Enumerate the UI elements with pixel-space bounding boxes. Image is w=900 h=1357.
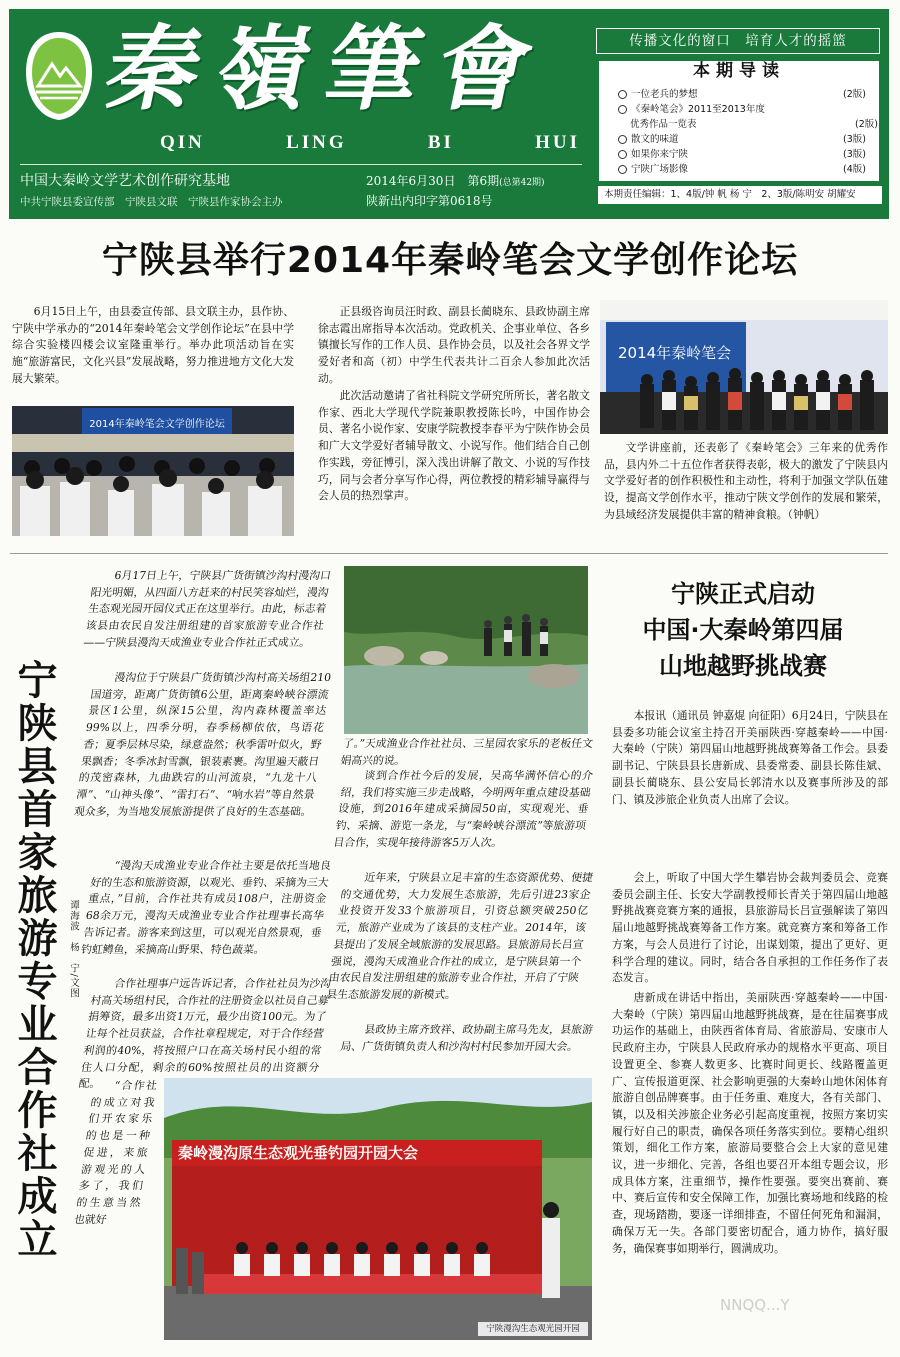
issue-date-text: 2014年6月30日 第6期 bbox=[366, 174, 500, 188]
article3-para3: 唐新成在讲话中指出，美丽陕西·穿越秦岭——中国·大秦岭（宁陕）第四届山地越野挑战赛，是在往届赛事成功运作的基础上，由陕西省体育局、省旅游局、安康市人民政府主办，宁陕县人民政府承办的规格水平更高、项目设置更全、参赛人数更多、比赛时间更长、线路覆盖更广、宣传报道更深、社会影响更强的大秦岭山地休闲体育旅游自创品牌赛事。由于任务重、难度大，各有关部门、镇，以及相关涉旅企业务必引起高度重视，按照方案切实履行好自己的职责，确保各项任务落实到位。要精心组织策划，细化工作方案，旅游局要整合会上大家的意见建议，进一步细化、完善，各组也要召开本组专题会议，形成具体方案，注重细节，操作性要强。要突出赛前、赛中、赛后宣传和安全保障工作，加强比赛场地和线路的检查，现场踏勘，要逐一详细排查，不留任何死角和漏洞，确保万无一失。各部门要密切配合，通力协作，搞好服务，确保赛事如期举行，圆满成功。 bbox=[612, 991, 888, 1255]
photo1-banner: 2014年秦岭笔会文学创作论坛 bbox=[89, 419, 225, 430]
bullet-icon bbox=[618, 90, 627, 99]
bullet-icon bbox=[618, 165, 627, 174]
article2-colC: “漫沟天成渔业专业合作社主要是依托当地良好的生态和旅游资源，以观光、垂钓、采摘为三大重点，”目前，合作社共有成员108户，注册资金68余万元，漫沟天成渔业专业合作社理事长高华告诉记者。游客来到这里，可以观光自然景观，垂钓虹鳟鱼，采摘高山野果、特色蔬菜。 bbox=[80, 859, 332, 956]
article2-colF: 了。”天成渔业合作社社员、三星园农家乐的老板任文娟高兴的说。 bbox=[339, 737, 594, 767]
article3-headline-line: 宁陕正式启动 bbox=[671, 580, 815, 608]
issue-total: (总第42期) bbox=[499, 178, 545, 188]
article2-colD: 合作社理事户远告诉记者，合作社社员为沙沟村高关场组村民，合作社的注册资金以社员自己募捐筹资，最多出资1万元，最少出资100元。为了让每个社员获益，合作社章程规定，对于合作经营利润的40%，将按照户口在高关场村民小组的常住人口分配，剩余的60%按照社员的出资额分配。 bbox=[77, 977, 332, 1091]
toc-item-label: 如果你来宁陕 bbox=[631, 149, 689, 160]
toc-item[interactable] bbox=[618, 88, 866, 102]
toc-item-page: (3版) bbox=[843, 149, 866, 160]
bullet-icon bbox=[618, 105, 627, 114]
article1-col3: 文学讲座前，还表彰了《秦岭笔会》三年来的优秀作品，县内外二十五位作者获得表彰，极大的激发了宁陕县内文学爱好者的创作积极性和主动性，将利于加强文学队伍建设，提高文学创作水平，推动宁陕文学创作的发展和繁荣，为县域经济发展提供丰富的精神食粮。（钟帆） bbox=[604, 441, 888, 521]
article2-photo-stream bbox=[344, 566, 588, 734]
ceremony-photo-caption: 宁陕漫沟生态观光园开园 bbox=[478, 1322, 588, 1336]
toc-item[interactable] bbox=[618, 133, 866, 147]
toc-item-label: 散文的味道 bbox=[631, 134, 679, 145]
article2-colB: 漫沟位于宁陕县广货街镇沙沟村高关场组210国道旁，距离广货街镇6公里，距离秦岭峡谷漂流景区1公里，纵深15公里，沟内森林覆盖率达99%以上，四季分明，春季杨柳依依，鸟语花香；夏季层林尽染，绿意盎然；秋季雷叶似火，野果飘香；冬季冰封雪飘，银装素裹。沟里遍天蔽日的茂密森林，九曲跌宕的山河流泉，“九龙十八潭”、“山神头像”、“雷打石”、“响水岩”等自然景观众多，为当地发展旅游提供了良好的生态基础。 bbox=[73, 671, 332, 818]
article3-headline bbox=[598, 576, 888, 688]
watermark: NNQQ...Y bbox=[720, 1296, 790, 1314]
toc-item-page: (2版) bbox=[855, 119, 878, 130]
toc-item-label: 优秀作品一览表 bbox=[630, 119, 697, 130]
toc-item-label: 宁陕广场影像 bbox=[631, 164, 689, 175]
pinyin-1: QIN bbox=[160, 132, 205, 153]
article1-col2a: 正县级咨询员汪时政、副县长蔺晓东、县政协副主席徐志霞出席指导本次活动。党政机关、企事业单位、各乡镇擅长写作的工作人员、县作协会员，以及社会各界文学爱好者和高（初）中学生代表共计二百余人参加此次活动。 bbox=[318, 305, 590, 385]
bullet-icon bbox=[618, 150, 627, 159]
pinyin-2: LING bbox=[286, 132, 347, 153]
toc-item-page: (4版) bbox=[843, 164, 866, 175]
article2-vertical-headline: 宁陕县首家旅游专业合作社成立 bbox=[11, 659, 57, 1261]
article2-colE: “合作社的成立对我们开农家乐的也是一种促进，来旅游观光的人多了，我们的生意当然也就好 bbox=[73, 1079, 158, 1226]
article3-para2: 会上，听取了中国大学生攀岩协会裁判委员会、竞赛委员会副主任、长安大学副教授师长青关于第四届山地越野挑战赛竞赛方案的通报，县旅游局长吕宣强解读了第四届山地越野挑战赛筹备工作方案。就竞赛方案和筹备工作方案，与会人员进行了讨论，出谋划策，提出了更好、更科学合理的建议。同时，结合各自承担的工作任务作了表态发言。 bbox=[612, 871, 888, 985]
toc-item[interactable] bbox=[618, 103, 866, 117]
pinyin-3: BI bbox=[427, 132, 454, 153]
toc-item-page: (2版) bbox=[843, 89, 866, 100]
article1-headline: 宁陕县举行2014年秦岭笔会文学创作论坛 bbox=[101, 240, 799, 281]
toc-title: 本期导读 bbox=[693, 61, 785, 81]
license-number: 陕新出内印字第0618号 bbox=[366, 194, 493, 208]
slogan: 传播文化的窗口 培育人才的摇篮 bbox=[596, 28, 880, 54]
article1-col1: 6月15日上午，由县委宣传部、县文联主办，县作协、宁陕中学承办的“2014年秦岭笔会文学创作论坛”在县中学综合实验楼四楼会议室隆重举行。举办此项活动旨在实施“旅游富民，文化兴县”发展战略，努力推进地方文化大发展大繁荣。 bbox=[12, 305, 294, 385]
ceremony-banner: 秦岭漫沟原生态观光垂钓园开园大会 bbox=[178, 1144, 419, 1162]
sponsors: 中共宁陕县委宣传部 宁陕县文联 宁陕县作家协会主办 bbox=[20, 196, 283, 208]
article2-byline: 谭海波 杨 宁/文图 bbox=[68, 900, 79, 999]
toc-item-page: (3版) bbox=[843, 134, 866, 145]
pinyin-4: HUI bbox=[535, 132, 580, 153]
toc-item[interactable] bbox=[618, 148, 866, 162]
article3-para1: 本报讯（通讯员 钟嘉焜 向征阳）6月24日，宁陕县在县委多功能会议室主持召开美丽陕西·穿越秦岭——中国·大秦岭（宁陕）第四届山地越野挑战赛筹备工作会。县委副书记、宁陕县县长唐新成、县委常委、副县长陈佳斌、副县长蔺晓东、县公安局长郭清水以及赛事所涉及的部门、镇及涉旅企业负责人出席了会议。 bbox=[612, 709, 888, 806]
article3-headline-line: 中国·大秦岭第四届 bbox=[642, 616, 844, 644]
toc-item-label: 《秦岭笔会》2011至2013年度 bbox=[631, 104, 765, 115]
editors-line: 本期责任编辑：1、4版/钟 帆 杨 宁 2、3版/陈明安 胡耀安 bbox=[598, 186, 882, 204]
bullet-icon bbox=[618, 135, 627, 144]
article2-colG: 谈到合作社今后的发展，吴高华满怀信心的介绍，我们将实施三步走战略，今明两年重点建设基础设施，到2016年建成采摘园50亩，实现观光、垂钓、采摘、游览一条龙，与“秦岭峡谷漂流”等旅游项目合作，实现年接待游客5万人次。 bbox=[332, 769, 594, 849]
newspaper-pinyin bbox=[160, 132, 580, 158]
toc-item[interactable] bbox=[618, 118, 878, 132]
article1-photo-award bbox=[600, 300, 888, 434]
article1-photo-forum bbox=[12, 406, 294, 536]
logo-icon bbox=[20, 28, 98, 124]
article2-photo-ceremony bbox=[164, 1078, 592, 1340]
article2-colH: 近年来，宁陕县立足丰富的生态资源优势、便捷的交通优势，大力发展生态旅游，先后引进23家企业投资开发33个旅游项目，引资总额突破250亿元，旅游产业成为了该县的支柱产业。2014年，该县提出了发展全域旅游的发展思路。县旅游局长吕宣强说，漫沟天成渔业合作社的成立，是宁陕县第一个由农民自发注册组建的旅游专业合作社，开启了宁陕县生态旅游发展的新模式。 bbox=[325, 871, 594, 1001]
article1-col2b: 此次活动邀请了省社科院文学研究所所长，著名散文作家、西北大学现代学院兼职教授陈长吟，中国作协会员、著名小说作家、安康学院教授李春平为宁陕作协会员和广大文学爱好者辅导散文、小说写作。他们结合自己创作实践，旁征博引，深入浅出讲解了散文、小说的写作技巧，同与会者分享写作心得，两位教授的精彩辅导赢得与会人员的热烈掌声。 bbox=[318, 389, 590, 503]
base-title: 中国大秦岭文学艺术创作研究基地 bbox=[20, 173, 230, 189]
article3-headline-line: 山地越野挑战赛 bbox=[659, 652, 827, 680]
photo2-banner: 2014年秦岭笔会 bbox=[618, 344, 732, 362]
article2-colA: 6月17日上午，宁陕县广货街镇沙沟村漫沟口阳光明媚，从四面八方赶来的村民笑容灿烂，漫沟生态观光园开园仪式正在这里举行。由此，标志着该县由农民自发注册组建的首家旅游专业合作社——宁陕县漫沟天成渔业专业合作社正式成立。 bbox=[82, 569, 332, 649]
toc-item-label: 一位老兵的梦想 bbox=[631, 89, 698, 100]
newspaper-title: 秦嶺筆會 bbox=[96, 15, 560, 123]
article2-colI: 县政协主席齐致祥、政协副主席马先友，县旅游局、广货街镇负责人和沙沟村村民参加开园大会。 bbox=[339, 1023, 594, 1053]
section-divider bbox=[10, 553, 888, 554]
issue-date bbox=[366, 172, 586, 190]
toc-item[interactable] bbox=[618, 163, 866, 177]
masthead-divider bbox=[20, 164, 582, 165]
